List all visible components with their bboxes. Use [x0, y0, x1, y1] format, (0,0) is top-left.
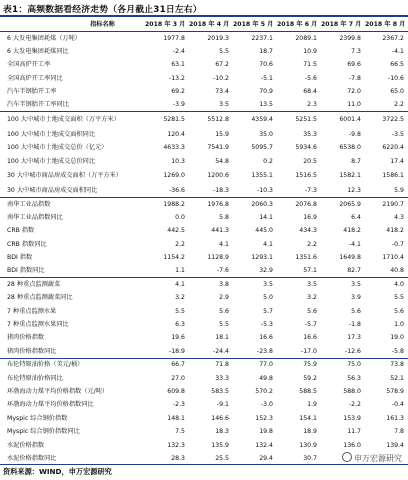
cell-value: 3.2 — [307, 294, 317, 302]
table-row — [0, 264, 408, 277]
cell-value: 71.5 — [303, 61, 317, 69]
cell-value: 5934.6 — [295, 144, 317, 152]
cell-value: 2190.7 — [365, 197, 408, 210]
cell-value: 2.2 — [307, 240, 317, 248]
table-row — [0, 278, 408, 291]
cell-value: 578.9 — [386, 387, 404, 395]
cell-value: 19.0 — [390, 334, 404, 342]
cell-value: 1351.6 — [295, 254, 317, 262]
cell-value: 4633.3 — [163, 144, 185, 152]
table-row — [0, 385, 408, 398]
cell-value: -10.3 — [256, 186, 273, 194]
cell-value: 11.7 — [347, 428, 361, 436]
header-month: 2018 年 5 月 — [233, 18, 277, 32]
table-row — [0, 45, 408, 58]
header-month: 2018 年 8 月 — [365, 18, 408, 32]
cell-value: 153.9 — [343, 414, 361, 422]
cell-value: 2399.8 — [339, 34, 361, 42]
cell-value: 5095.7 — [251, 144, 273, 152]
cell-value: 152.3 — [255, 414, 273, 422]
table-row — [0, 358, 408, 371]
row-label: 猪肉价格指数同比 — [7, 347, 57, 355]
cell-value: -10.2 — [212, 74, 229, 82]
cell-value: -13.2 — [168, 74, 185, 82]
cell-value: 16.6 — [303, 334, 317, 342]
cell-value: 5.6 — [394, 307, 404, 315]
table-row — [0, 184, 408, 197]
cell-value: 3.8 — [189, 278, 233, 291]
cell-value: 4359.4 — [233, 112, 277, 128]
cell-value: 29.4 — [259, 454, 273, 462]
cell-value: 442.5 — [167, 227, 185, 235]
cell-value: -7.6 — [216, 267, 229, 275]
row-label: 南华工业品指数同比 — [7, 213, 63, 221]
cell-value: 67.2 — [215, 61, 229, 69]
cell-value: 14.1 — [259, 213, 273, 221]
cell-value: 18.3 — [215, 428, 229, 436]
table-body — [0, 32, 408, 466]
cell-value: 5.5 — [394, 294, 404, 302]
cell-value: 3.5 — [219, 101, 229, 109]
cell-value: 418.2 — [386, 227, 404, 235]
header-month: 2018 年 3 月 — [145, 18, 189, 32]
cell-value: 1355.1 — [251, 172, 273, 180]
cell-value: -36.6 — [168, 186, 185, 194]
cell-value: 2.2 — [394, 101, 404, 109]
table-row — [0, 224, 408, 237]
cell-value: 3722.5 — [365, 112, 408, 128]
cell-value: 25.5 — [215, 454, 229, 462]
cell-value: 5.6 — [307, 307, 317, 315]
cell-value: 418.2 — [343, 227, 361, 235]
cell-value: -3.9 — [172, 101, 185, 109]
row-label: 猪肉价格指数 — [7, 334, 45, 342]
cell-value: 0.0 — [175, 213, 185, 221]
table-row — [0, 98, 408, 111]
cell-value: 146.6 — [211, 414, 229, 422]
cell-value: 16.6 — [259, 334, 273, 342]
table-row — [0, 112, 408, 128]
table-row — [0, 32, 408, 45]
cell-value: 13.5 — [259, 101, 273, 109]
cell-value: 3.2 — [175, 294, 185, 302]
cell-value: 35.3 — [303, 130, 317, 138]
cell-value: 441.3 — [211, 227, 229, 235]
row-label: 30 大中城市商品房成交面积同比 — [7, 186, 98, 194]
watermark-text: 申万宏源研究 — [354, 454, 402, 463]
cell-value: -18.3 — [212, 186, 229, 194]
indicator-table — [0, 18, 408, 465]
cell-value: 1.0 — [394, 321, 404, 329]
row-label: 100 大中城市土地成交总价（亿元） — [7, 144, 108, 152]
cell-value: 5.8 — [219, 213, 229, 221]
cell-value: 609.8 — [167, 387, 185, 395]
cell-value: 19.8 — [259, 428, 273, 436]
cell-value: -18.9 — [168, 347, 185, 355]
cell-value: -10.6 — [387, 74, 404, 82]
cell-value: 583.5 — [211, 387, 229, 395]
cell-value: 15.9 — [215, 130, 229, 138]
table-row — [0, 371, 408, 384]
cell-value: 1649.8 — [339, 254, 361, 262]
cell-value: 18.7 — [259, 47, 273, 55]
cell-value: -2.3 — [172, 401, 185, 409]
cell-value: 59.2 — [303, 374, 317, 382]
cell-value: 1200.6 — [207, 172, 229, 180]
cell-value: -0.7 — [391, 240, 404, 248]
cell-value: 6001.4 — [321, 112, 365, 128]
table-row — [0, 398, 408, 411]
watermark — [342, 452, 402, 464]
cell-value: 2060.3 — [233, 197, 277, 210]
cell-value: 10.3 — [171, 157, 185, 165]
cell-value: 1293.1 — [251, 254, 273, 262]
cell-value: 6538.0 — [339, 144, 361, 152]
cell-value: 1516.5 — [295, 172, 317, 180]
table-row — [0, 425, 408, 438]
cell-value: 1976.8 — [189, 197, 233, 210]
cell-value: 4.0 — [365, 278, 408, 291]
cell-value: 16.9 — [303, 213, 317, 221]
cell-value: 5.7 — [263, 307, 273, 315]
cell-value: 3.5 — [233, 278, 277, 291]
cell-value: 2089.1 — [295, 34, 317, 42]
cell-value: 570.2 — [255, 387, 273, 395]
cell-value: 1586.1 — [382, 172, 404, 180]
wechat-icon — [342, 452, 352, 462]
cell-value: 56.3 — [347, 374, 361, 382]
cell-value: 139.4 — [386, 441, 404, 449]
cell-value: -3.5 — [391, 130, 404, 138]
table-row — [0, 141, 408, 154]
table-row — [0, 438, 408, 451]
row-label: 水泥价格指数同比 — [7, 454, 57, 462]
cell-value: 6220.4 — [382, 144, 404, 152]
cell-value: 6.3 — [175, 321, 185, 329]
bottom-rule — [0, 464, 408, 465]
cell-value: 8.7 — [351, 157, 361, 165]
cell-value: 132.4 — [255, 441, 273, 449]
cell-value: 7.5 — [175, 428, 185, 436]
row-label: BDI 指数 — [7, 254, 33, 262]
cell-value: 1269.0 — [163, 172, 185, 180]
table-row — [0, 318, 408, 331]
row-label: 28 种重点监测蔬菜 — [0, 278, 145, 291]
cell-value: 1582.1 — [339, 172, 361, 180]
cell-value: 434.3 — [299, 227, 317, 235]
cell-value: 52.1 — [390, 374, 404, 382]
cell-value: -7.3 — [304, 186, 317, 194]
row-label: 100 大中城市土地成交面积同比 — [7, 130, 96, 138]
cell-value: -5.1 — [260, 74, 273, 82]
table-row — [0, 412, 408, 425]
cell-value: 148.1 — [167, 414, 185, 422]
cell-value: -2.4 — [172, 47, 185, 55]
row-label: 7 种重点监测水果同比 — [7, 321, 69, 329]
cell-value: 7541.9 — [207, 144, 229, 152]
row-label: 布伦特原油价格（美元/桶） — [0, 358, 145, 371]
row-label: 水泥价格指数 — [7, 441, 45, 449]
table-row — [0, 168, 408, 184]
header-month: 2018 年 6 月 — [277, 18, 321, 32]
cell-value: 5.5 — [219, 47, 229, 55]
cell-value: 10.9 — [303, 47, 317, 55]
cell-value: 154.1 — [299, 414, 317, 422]
cell-value: 136.0 — [343, 441, 361, 449]
cell-value: 72.0 — [347, 88, 361, 96]
cell-value: -9.1 — [216, 401, 229, 409]
cell-value: 2237.1 — [251, 34, 273, 42]
cell-value: 66.5 — [390, 61, 404, 69]
cell-value: 71.8 — [189, 358, 233, 371]
table-row — [0, 197, 408, 210]
cell-value: 445.0 — [255, 227, 273, 235]
cell-value: 2019.3 — [207, 34, 229, 42]
cell-value: 7.8 — [394, 428, 404, 436]
row-label: 环渤海动力煤平均价格指数（元/吨） — [7, 387, 109, 395]
cell-value: -24.4 — [212, 347, 229, 355]
cell-value: 3.5 — [321, 278, 365, 291]
cell-value: -17.0 — [300, 347, 317, 355]
cell-value: 135.9 — [211, 441, 229, 449]
header-month: 2018 年 4 月 — [189, 18, 233, 32]
row-label: CRB 指数 — [7, 227, 35, 235]
cell-value: 75.9 — [277, 358, 321, 371]
cell-value: 18.9 — [303, 428, 317, 436]
table-row — [0, 291, 408, 304]
source-note: 资料来源：WIND，申万宏源研究 — [3, 467, 112, 476]
cell-value: 70.6 — [259, 61, 273, 69]
cell-value: 2076.8 — [277, 197, 321, 210]
table-row — [0, 128, 408, 141]
table-row — [0, 238, 408, 251]
row-label: 28 种重点监测蔬菜同比 — [7, 294, 73, 302]
cell-value: 2.3 — [307, 101, 317, 109]
cell-value: 57.1 — [303, 267, 317, 275]
table-row — [0, 331, 408, 344]
cell-value: -1.8 — [348, 321, 361, 329]
row-label: 6 大发电集团耗煤同比 — [7, 47, 69, 55]
cell-value: 4.1 — [219, 240, 229, 248]
cell-value: 19.6 — [171, 334, 185, 342]
cell-value: -5.6 — [304, 74, 317, 82]
cell-value: 3.9 — [351, 294, 361, 302]
cell-value: 5.5 — [175, 307, 185, 315]
cell-value: 5.6 — [219, 307, 229, 315]
cell-value: 2.9 — [219, 294, 229, 302]
cell-value: 68.4 — [303, 88, 317, 96]
cell-value: 69.6 — [347, 61, 361, 69]
cell-value: 1988.2 — [145, 197, 189, 210]
cell-value: 1.1 — [175, 267, 185, 275]
row-label: 100 大中城市土地成交总价同比 — [7, 157, 96, 165]
row-label: 南华工业品指数 — [0, 197, 145, 210]
header-label: 指标名称 — [0, 18, 145, 32]
cell-value: 588.0 — [343, 387, 361, 395]
cell-value: 27.0 — [171, 374, 185, 382]
row-label: CRB 指数同比 — [7, 240, 47, 248]
table-row — [0, 305, 408, 318]
cell-value: 4.3 — [394, 213, 404, 221]
cell-value: 1.9 — [307, 401, 317, 409]
cell-value: -5.7 — [304, 321, 317, 329]
cell-value: 5.5 — [219, 321, 229, 329]
cell-value: 77.0 — [233, 358, 277, 371]
cell-value: 1710.4 — [382, 254, 404, 262]
cell-value: 17.3 — [347, 334, 361, 342]
cell-value: 6.4 — [351, 213, 361, 221]
cell-value: 120.4 — [167, 130, 185, 138]
top-rule — [0, 15, 408, 17]
cell-value: -12.6 — [344, 347, 361, 355]
cell-value: -5.3 — [260, 321, 273, 329]
table-row — [0, 72, 408, 85]
cell-value: 1128.9 — [207, 254, 229, 262]
cell-value: -0.4 — [391, 401, 404, 409]
cell-value: 5251.5 — [277, 112, 321, 128]
row-label: 全国高炉开工率同比 — [7, 74, 63, 82]
cell-value: -5.8 — [391, 347, 404, 355]
cell-value: 5.0 — [263, 294, 273, 302]
cell-value: 65.0 — [390, 88, 404, 96]
cell-value: 4.1 — [145, 278, 189, 291]
cell-value: -9.8 — [348, 130, 361, 138]
table-row — [0, 85, 408, 98]
cell-value: 0.2 — [263, 157, 273, 165]
cell-value: 588.5 — [299, 387, 317, 395]
cell-value: 82.7 — [347, 267, 361, 275]
cell-value: 73.8 — [365, 358, 408, 371]
row-label: 6 大发电集团耗煤（万吨） — [7, 34, 81, 42]
row-label: 环渤海动力煤平均价格指数同比 — [7, 401, 94, 409]
cell-value: 5512.8 — [189, 112, 233, 128]
row-label: 布伦特原油价格同比 — [7, 374, 63, 382]
table-row — [0, 251, 408, 264]
cell-value: 130.9 — [299, 441, 317, 449]
cell-value: 30.7 — [303, 454, 317, 462]
cell-value: 7.3 — [351, 47, 361, 55]
cell-value: 161.3 — [386, 414, 404, 422]
cell-value: 33.3 — [215, 374, 229, 382]
cell-value: 63.1 — [171, 61, 185, 69]
cell-value: 5.9 — [394, 186, 404, 194]
cell-value: 20.5 — [303, 157, 317, 165]
row-label: 全国高炉开工率 — [7, 61, 51, 69]
cell-value: 1154.2 — [163, 254, 185, 262]
cell-value: 66.7 — [145, 358, 189, 371]
table-row — [0, 155, 408, 168]
table-row — [0, 345, 408, 358]
cell-value: 1977.8 — [163, 34, 185, 42]
cell-value: -2.2 — [348, 401, 361, 409]
table-row — [0, 58, 408, 71]
cell-value: -4.1 — [348, 240, 361, 248]
cell-value: 5.6 — [351, 307, 361, 315]
row-label: BDI 指数同比 — [7, 267, 45, 275]
cell-value: 11.0 — [347, 101, 361, 109]
cell-value: 40.8 — [390, 267, 404, 275]
row-label: Myspic 综合钢价指数同比 — [7, 428, 80, 436]
cell-value: -4.1 — [391, 47, 404, 55]
cell-value: 2367.2 — [382, 34, 404, 42]
cell-value: 18.1 — [215, 334, 229, 342]
header-month: 2018 年 7 月 — [321, 18, 365, 32]
row-label: 汽车半钢胎开工率 — [7, 88, 57, 96]
cell-value: 12.3 — [347, 186, 361, 194]
cell-value: 2065.9 — [321, 197, 365, 210]
row-label: 100 大中城市土地成交面积（万平方米） — [0, 112, 145, 128]
cell-value: -23.8 — [256, 347, 273, 355]
cell-value: 132.3 — [167, 441, 185, 449]
cell-value: 69.2 — [171, 88, 185, 96]
row-label: 30 大中城市商品房成交面积（万平方米） — [7, 172, 123, 180]
cell-value: 35.0 — [259, 130, 273, 138]
row-label: 7 种重点监测水果 — [7, 307, 57, 315]
cell-value: 75.0 — [321, 358, 365, 371]
cell-value: 54.8 — [215, 157, 229, 165]
cell-value: 32.9 — [259, 267, 273, 275]
table-row — [0, 211, 408, 224]
cell-value: 3.5 — [277, 278, 321, 291]
row-label: Myspic 综合钢价指数 — [7, 414, 68, 422]
cell-value: 28.3 — [171, 454, 185, 462]
cell-value: -7.8 — [348, 74, 361, 82]
cell-value: 17.4 — [390, 157, 404, 165]
cell-value: 70.9 — [259, 88, 273, 96]
cell-value: 73.4 — [215, 88, 229, 96]
row-label: 汽车半钢胎开工率同比 — [7, 101, 69, 109]
cell-value: 2.2 — [175, 240, 185, 248]
cell-value: 49.8 — [259, 374, 273, 382]
cell-value: 4.1 — [263, 240, 273, 248]
header-row — [0, 18, 408, 32]
cell-value: 5281.5 — [145, 112, 189, 128]
table-title: 表1：高频数据看经济走势（各月截止31日左右） — [3, 5, 202, 15]
cell-value: -3.0 — [260, 401, 273, 409]
